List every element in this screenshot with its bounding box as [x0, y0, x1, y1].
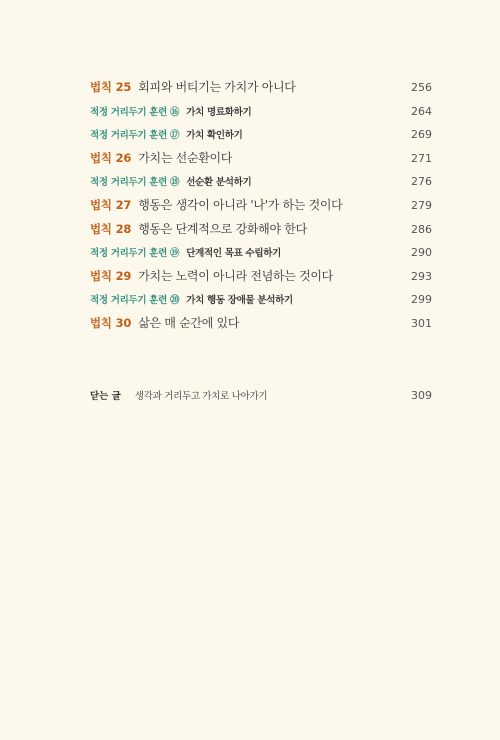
table-of-contents	[90, 76, 432, 336]
entry-page-number: 271	[411, 151, 432, 165]
entry-title: 삶은 매 순간에 있다	[138, 315, 240, 330]
entry-page-number: 256	[411, 81, 432, 94]
entry-prefix: 적정 거리두기 훈련 ⑰	[90, 130, 180, 142]
closing-page-number: 309	[411, 389, 432, 402]
entry-title: 가치 확인하기	[186, 130, 243, 142]
entry-page-number: 290	[411, 246, 432, 260]
entry-title: 가치 행동 장애물 분석하기	[186, 295, 293, 307]
entry-prefix: 적정 거리두기 훈련 ⑯	[90, 106, 180, 118]
entry-prefix: 법칙 30	[90, 315, 132, 330]
entry-page-number: 301	[411, 316, 432, 330]
entry-title: 단계적인 목표 수립하기	[186, 248, 282, 260]
entry-prefix: 법칙 29	[90, 268, 132, 283]
entry-page-number: 293	[411, 269, 432, 283]
entry-prefix: 법칙 25	[90, 80, 132, 94]
entry-title: 회피와 버티기는 가치가 아니다	[138, 80, 296, 94]
entry-prefix: 법칙 28	[90, 221, 132, 236]
entry-title: 선순환 분석하기	[186, 177, 252, 189]
toc-entry-training	[90, 100, 432, 124]
toc-entry-law	[90, 265, 432, 289]
toc-entry-law	[90, 218, 432, 242]
closing-entry	[90, 388, 432, 402]
toc-entry-training	[90, 170, 432, 194]
entry-title: 가치 명료화하기	[186, 106, 252, 118]
entry-prefix: 적정 거리두기 훈련 ⑱	[90, 177, 180, 189]
entry-prefix: 적정 거리두기 훈련 ⑲	[90, 248, 180, 260]
entry-title: 행동은 생각이 아니라 '나'가 하는 것이다	[138, 197, 343, 212]
entry-title: 가치는 선순환이다	[138, 150, 233, 165]
entry-page-number: 286	[411, 222, 432, 236]
entry-prefix: 법칙 26	[90, 150, 132, 165]
entry-title: 가치는 노력이 아니라 전념하는 것이다	[138, 268, 333, 283]
entry-title: 행동은 단계적으로 강화해야 한다	[138, 221, 307, 236]
toc-entry-law	[90, 76, 432, 100]
entry-page-number: 276	[411, 175, 432, 189]
entry-page-number: 269	[411, 128, 432, 142]
entry-page-number: 279	[411, 198, 432, 212]
entry-prefix: 법칙 27	[90, 197, 132, 212]
toc-entry-training	[90, 288, 432, 312]
closing-label: 닫는 글	[90, 391, 121, 402]
toc-entry-law	[90, 147, 432, 171]
entry-prefix: 적정 거리두기 훈련 ⑳	[90, 295, 180, 307]
closing-title: 생각과 거리두고 가치로 나아가기	[134, 391, 268, 402]
toc-entry-law	[90, 312, 432, 336]
toc-entry-law	[90, 194, 432, 218]
entry-page-number: 299	[411, 293, 432, 307]
toc-entry-training	[90, 123, 432, 147]
entry-page-number: 264	[411, 104, 432, 118]
toc-entry-training	[90, 241, 432, 265]
